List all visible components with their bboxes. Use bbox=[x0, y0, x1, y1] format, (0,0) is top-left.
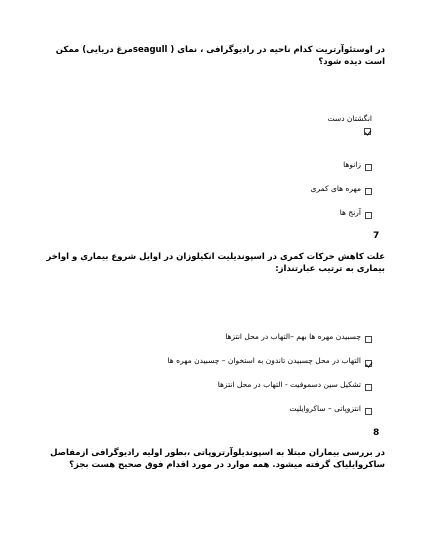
q7-option-1[interactable] bbox=[225, 330, 372, 343]
checkbox-checked[interactable] bbox=[365, 360, 372, 367]
question-7-text: علت کاهش حرکات کمری در اسپوندیلیت انکیلوزان در اوایل شروع بیماری و اواخر بیماری به ترتیب عبارتنداز: bbox=[46, 252, 385, 274]
q6-option-2[interactable] bbox=[343, 158, 372, 171]
q6-option-4[interactable] bbox=[340, 206, 372, 219]
page-gap bbox=[0, 480, 427, 560]
checkbox[interactable] bbox=[365, 384, 372, 391]
option-label: انگشتان دست bbox=[327, 114, 372, 123]
option-label: مهره های کمری bbox=[310, 183, 361, 193]
q7-option-2[interactable] bbox=[168, 354, 372, 367]
option-label: تشکیل سین دسموفیت - التهاب در محل انتزها bbox=[217, 379, 361, 389]
q6-option-1[interactable] bbox=[328, 114, 372, 124]
checkbox[interactable] bbox=[365, 336, 372, 343]
q7-option-4[interactable] bbox=[289, 402, 372, 415]
checkbox[interactable] bbox=[365, 212, 372, 219]
q6-option-3[interactable] bbox=[311, 182, 372, 195]
checkbox[interactable] bbox=[365, 188, 372, 195]
option-label: آرنج ها bbox=[339, 207, 361, 217]
question-6-text: در اوستئوآرتریت کدام ناحیه در رادیوگرافی ، نمای ( seagullمرغ دریایی) ممکن است دیده شود؟ bbox=[55, 45, 385, 67]
checkbox[interactable] bbox=[365, 408, 372, 415]
question-7-number: 7 bbox=[373, 231, 380, 241]
checkbox[interactable] bbox=[365, 164, 372, 171]
q7-option-3[interactable] bbox=[218, 378, 372, 391]
option-label: زانوها bbox=[343, 159, 361, 169]
option-label: چسبیدن مهره ها بهم –التهاب در محل انتزها bbox=[225, 331, 361, 341]
option-label: التهاب در محل چسبیدن تاندون به استخوان – چسبیدن مهره ها bbox=[167, 355, 361, 365]
option-label: انتزوپاتی – ساکروایلیت bbox=[289, 403, 361, 413]
question-8-number: 8 bbox=[373, 428, 380, 438]
q6-option-1-checkbox[interactable] bbox=[364, 128, 371, 135]
question-8-text: در بررسی بیماران مبتلا به اسپوندیلوآرتروپاتی ،بطور اولیه رادیوگرافی ازمفاصل ساکروایلیاک گرفته میشود. همه موارد در مورد اقدام فوق صحیح هست بجز؟ bbox=[50, 448, 385, 470]
